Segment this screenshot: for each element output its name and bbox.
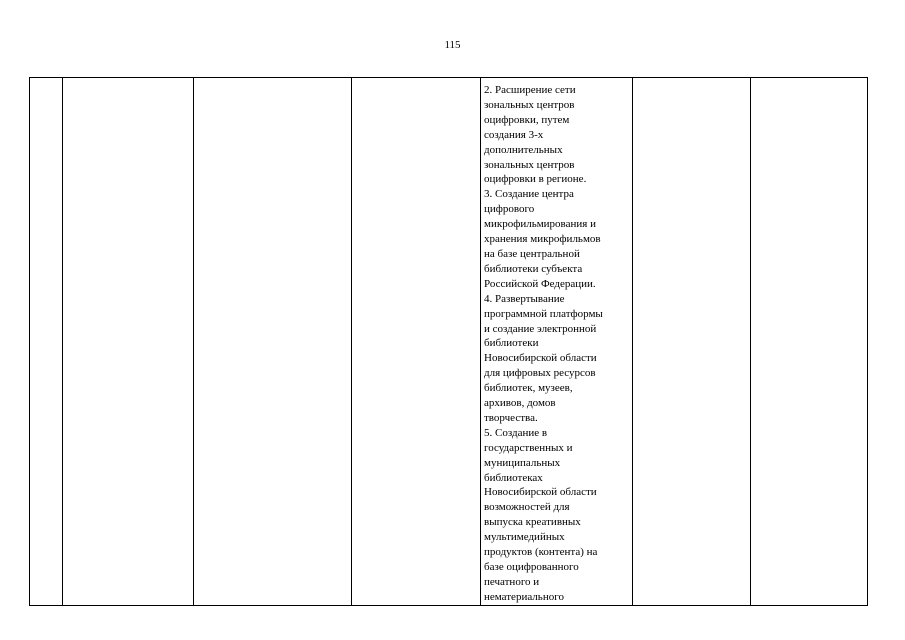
table-cell-number	[30, 78, 63, 606]
text-line: Новосибирской области	[484, 352, 597, 365]
text-line: зональных центров	[484, 158, 575, 171]
text-line: базе оцифрованного	[484, 561, 579, 573]
text-line: создания 3-х	[484, 128, 544, 141]
text-line: 5. Создание в	[484, 426, 548, 439]
text-line: цифрового	[484, 203, 535, 216]
measures-table	[29, 77, 868, 606]
table-cell-4	[352, 78, 481, 606]
text-line: Российской Федерации.	[484, 277, 596, 290]
text-line: хранения микрофильмов	[484, 233, 601, 246]
text-line: программной платформы	[484, 307, 603, 320]
text-line: библиотек, музеев,	[484, 382, 573, 395]
text-line: мультимедийных	[484, 531, 565, 544]
table-cell-3	[194, 78, 352, 606]
text-line: на базе центральной	[484, 247, 580, 260]
text-line: 3. Создание центра	[484, 188, 574, 201]
text-line: выпуска креативных	[484, 516, 581, 529]
text-line: творчества.	[484, 411, 538, 424]
text-line: библиотеках	[484, 471, 543, 484]
table-row	[30, 78, 868, 606]
text-line: муниципальных	[484, 456, 561, 469]
text-line: Новосибирской области	[484, 486, 597, 499]
text-line: для цифровых ресурсов	[484, 367, 596, 380]
table-cell-6	[633, 78, 751, 606]
text-line: микрофильмирования и	[484, 218, 596, 231]
text-line: библиотеки субъекта	[484, 262, 583, 275]
page-number: 115	[444, 39, 461, 51]
text-line: зональных центров	[484, 98, 575, 111]
table-cell-2	[63, 78, 194, 606]
text-line: нематериального	[484, 590, 564, 603]
table-cell-7	[751, 78, 868, 606]
table-cell-measures	[481, 78, 633, 606]
text-line: печатного и	[484, 575, 540, 588]
text-line: архивов, домов	[484, 397, 556, 410]
text-line: государственных и	[484, 441, 573, 454]
text-line: продуктов (контента) на	[484, 546, 598, 559]
text-line: дополнительных	[484, 143, 563, 156]
text-line: оцифровки в регионе.	[484, 173, 587, 186]
text-line: оцифровки, путем	[484, 113, 570, 126]
text-line: 4. Развертывание	[484, 292, 565, 305]
measures-text	[481, 78, 632, 605]
text-line: и создание электронной	[484, 322, 597, 335]
text-line: возможностей для	[484, 501, 570, 514]
text-line: библиотеки	[484, 337, 539, 350]
text-line: 2. Расширение сети	[484, 84, 576, 96]
